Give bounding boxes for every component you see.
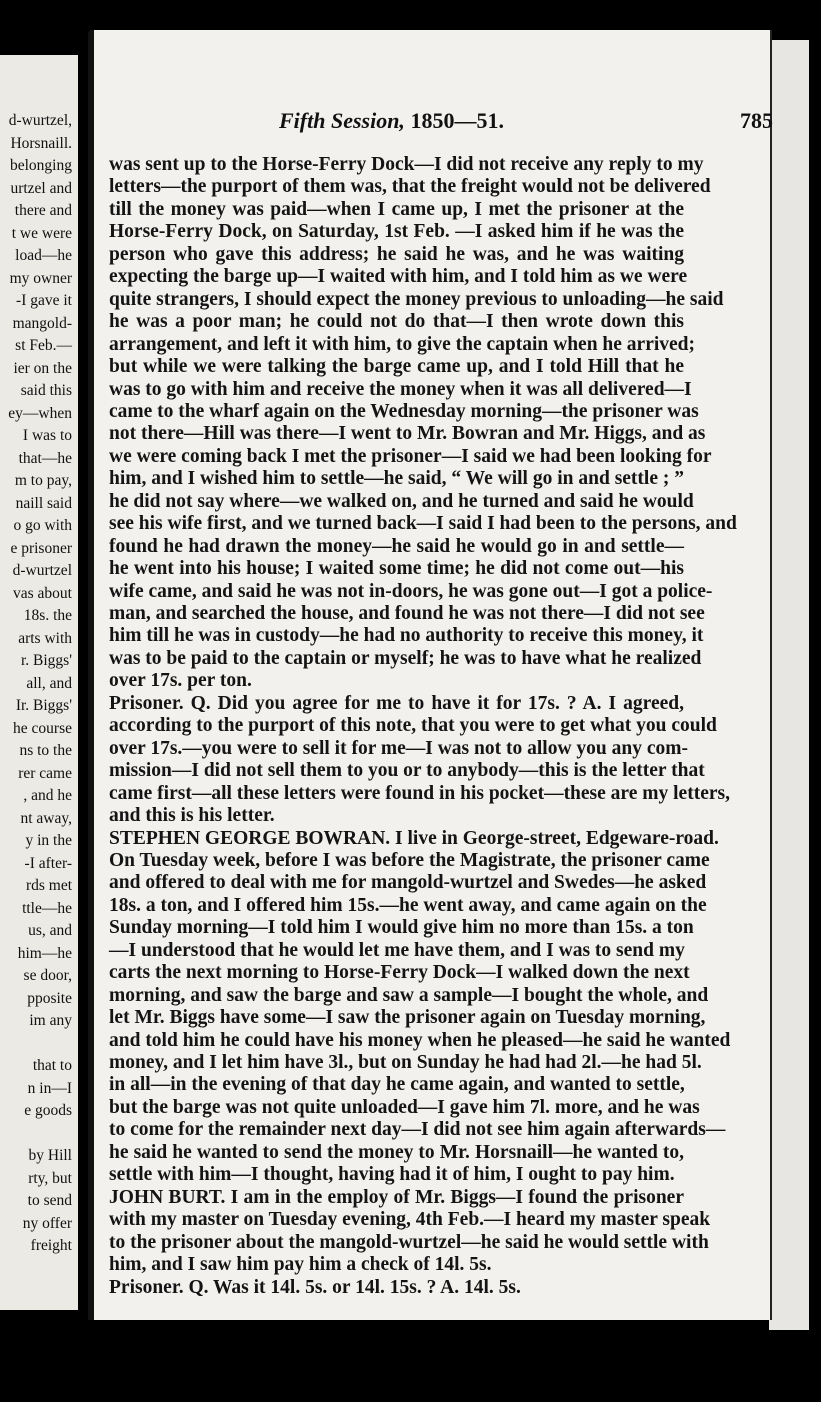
session-title xyxy=(279,108,504,134)
body-text-line: JOHN BURT. I am in the employ of Mr. Biggs—I found the prisoner xyxy=(109,1186,684,1208)
page-number: 785 xyxy=(740,108,773,133)
body-text-line: money, and I let him have 3l., but on Sunday he had had 2l.—he had 5l. xyxy=(109,1052,702,1073)
body-text-line: On Tuesday week, before I was before the Magistrate, the prisoner came xyxy=(109,849,710,871)
body-text-line: carts the next morning to Horse-Ferry Dock—I walked down the next xyxy=(109,962,690,984)
facing-page-line: rer came xyxy=(18,764,72,782)
facing-page-line: o go with xyxy=(13,517,72,534)
facing-page-line: there and xyxy=(14,202,72,219)
facing-page-line: se door, xyxy=(23,967,72,984)
facing-page-line: he course xyxy=(13,719,72,737)
body-text-line: came to the wharf again on the Wednesday morning—the prisoner was xyxy=(109,400,699,422)
body-text-line: he went into his house; I waited some time; he did not come out—his xyxy=(109,558,684,580)
facing-page-line: e goods xyxy=(24,1102,72,1119)
facing-page-line: pposite xyxy=(27,989,72,1007)
running-header xyxy=(94,108,773,138)
facing-page-fragment xyxy=(0,55,78,1310)
session-years: 1850—51. xyxy=(410,108,504,133)
body-text-line: Horse-Ferry Dock, on Saturday, 1st Feb. —I asked him if he was the xyxy=(109,221,684,243)
body-text-line: let Mr. Biggs have some—I saw the prisoner again on Tuesday morning, xyxy=(109,1007,706,1029)
body-text-line: him till he was in custody—he had no authority to receive this money, it xyxy=(109,625,704,647)
body-text-line: expecting the barge up—I waited with him, and I told him as we were xyxy=(109,266,688,288)
body-text-line: was to go with him and receive the money when it was all delivered—I xyxy=(109,378,692,400)
body-text-line: man, and searched the house, and found he was not there—I did not see xyxy=(109,603,705,624)
body-text-line: not there—Hill was there—I went to Mr. Bowran and Mr. Higgs, and as xyxy=(109,423,706,445)
facing-page-line: r. Biggs' xyxy=(20,652,72,669)
facing-page-line: freight xyxy=(30,1237,72,1254)
facing-page-line: d-wurtzel xyxy=(12,562,72,579)
facing-page-line: ttle—he xyxy=(22,899,72,917)
facing-page-line: 18s. the xyxy=(23,607,72,624)
facing-page-line: that to xyxy=(32,1057,72,1074)
facing-page-line: that—he xyxy=(18,449,72,467)
facing-page-line: to send xyxy=(27,1192,72,1209)
body-text-line: —I understood that he would let me have them, and I was to send my xyxy=(109,939,685,961)
body-text-line: with my master on Tuesday evening, 4th Feb.—I heard my master speak xyxy=(109,1209,711,1231)
facing-page-line: st Feb.— xyxy=(15,337,72,354)
body-text-line: him, and I saw him pay him a check of 14l. 5s. xyxy=(109,1254,492,1276)
page-edge xyxy=(766,40,809,1330)
body-text-line: arrangement, and left it with him, to give the captain when he arrived; xyxy=(109,333,696,355)
body-text-line: Prisoner. Q. Was it 14l. 5s. or 14l. 15s. ? A. 14l. 5s. xyxy=(109,1276,521,1298)
facing-page-line: him—he xyxy=(17,944,72,962)
facing-page-line: load—he xyxy=(15,247,72,264)
facing-page-line: Horsnaill. xyxy=(10,134,72,152)
body-text-line: 18s. a ton, and I offered him 15s.—he went away, and came again on the xyxy=(109,894,707,916)
body-text-line: and told him he could have his money when he pleased—he said he wanted xyxy=(109,1029,731,1051)
body-text-line: letters—the purport of them was, that the freight would not be delivered xyxy=(109,176,711,198)
body-text-line: over 17s.—you were to sell it for me—I was not to allow you any com- xyxy=(109,737,688,759)
body-text-line: and this is his letter. xyxy=(109,805,275,827)
facing-page-line: vas about xyxy=(13,584,72,602)
body-text-line: mission—I did not sell them to you or to anybody—this is the letter that xyxy=(109,760,705,782)
body-text-line: he was a poor man; he could not do that—I then wrote down this xyxy=(109,311,684,333)
facing-page-line: I was to xyxy=(22,427,72,444)
body-text-line: settle with him—I thought, having had it of him, I ought to pay him. xyxy=(109,1164,675,1186)
facing-page-line: my owner xyxy=(9,269,72,287)
body-text-line: found he had drawn the money—he said he would go in and settle— xyxy=(109,535,684,557)
facing-page-line: , and he xyxy=(23,787,72,804)
body-text-line: we were coming back I met the prisoner—I said we had been looking for xyxy=(109,445,712,467)
facing-page-line: ns to the xyxy=(19,742,72,759)
body-text-line: he did not say where—we walked on, and he turned and said he would xyxy=(109,490,694,512)
facing-page-line: arts with xyxy=(18,629,72,647)
facing-page-line: ier on the xyxy=(13,359,72,377)
facing-page-line: urtzel and xyxy=(10,179,72,197)
session-name: Fifth Session, xyxy=(279,108,405,133)
body-text-line: STEPHEN GEORGE BOWRAN. I live in George-street, Edgeware-road. xyxy=(109,827,719,849)
body-text-line: person who gave this address; he said he was, and he was waiting xyxy=(109,243,684,265)
body-text-line: he said he wanted to send the money to Mr. Horsnaill—he wanted to, xyxy=(109,1141,684,1163)
book-page xyxy=(88,30,772,1320)
body-text-line: according to the purport of this note, that you were to get what you could xyxy=(109,715,717,737)
facing-page-line: all, and xyxy=(26,674,72,692)
body-text-line: see his wife first, and we turned back—I said I had been to the persons, and xyxy=(109,513,737,535)
body-text-line: Sunday morning—I told him I would give him no more than 15s. a ton xyxy=(109,917,694,939)
facing-page-line: belonging xyxy=(10,157,72,174)
facing-page-line: naill said xyxy=(15,494,72,512)
body-text-line: to the prisoner about the mangold-wurtzel—he said he would settle with xyxy=(109,1231,709,1253)
facing-page-line: us, and xyxy=(28,922,72,939)
facing-page-line: d-wurtzel, xyxy=(8,112,72,129)
body-text-line: over 17s. per ton. xyxy=(109,670,252,692)
facing-page-line: n in—I xyxy=(27,1079,72,1097)
facing-page-line: rds met xyxy=(25,877,72,894)
body-text-line: Prisoner. Q. Did you agree for me to have it for 17s. ? A. I agreed, xyxy=(109,692,684,714)
body-text-line: to come for the remainder next day—I did not see him again afterwards— xyxy=(109,1119,726,1141)
facing-page-line: -I gave it xyxy=(16,292,72,309)
facing-page-line: ey—when xyxy=(8,404,72,422)
body-text-line: wife came, and said he was not in-doors, he was gone out—I got a police- xyxy=(109,580,713,602)
facing-page-line: nt away, xyxy=(20,809,72,827)
body-text-line: quite strangers, I should expect the money previous to unloading—he said xyxy=(109,288,724,310)
body-text-line: morning, and saw the barge and saw a sample—I bought the whole, and xyxy=(109,984,709,1006)
body-text-line: but the barge was not quite unloaded—I gave him 7l. more, and he was xyxy=(109,1096,700,1118)
body-text-line: came first—all these letters were found in his pocket—these are my letters, xyxy=(109,782,730,804)
facing-page-line: said this xyxy=(20,382,72,399)
facing-page-line: by Hill xyxy=(28,1147,72,1164)
facing-page-line: mangold- xyxy=(12,314,72,332)
body-text-line: was sent up to the Horse-Ferry Dock—I did not receive any reply to my xyxy=(109,154,704,175)
body-text-line: and offered to deal with me for mangold-wurtzel and Swedes—he asked xyxy=(109,872,707,894)
facing-page-line: y in the xyxy=(25,832,72,849)
facing-page-line: im any xyxy=(29,1012,72,1029)
facing-page-line: m to pay, xyxy=(14,472,72,489)
facing-page-line: -I after- xyxy=(24,854,72,872)
body-text-line: him, and I wished him to settle—he said, “ We will go in and settle ; ” xyxy=(109,468,684,490)
body-text-line: was to be paid to the captain or myself; he was to have what he realized xyxy=(109,647,702,669)
facing-page-line: t we were xyxy=(11,224,72,242)
body-text-line: till the money was paid—when I came up, I met the prisoner at the xyxy=(109,198,684,220)
facing-page-line: ny offer xyxy=(22,1214,72,1232)
body-text-line: but while we were talking the barge came up, and I told Hill that he xyxy=(109,356,684,378)
facing-page-line: e prisoner xyxy=(10,539,72,557)
body-text-line: in all—in the evening of that day he came again, and wanted to settle, xyxy=(109,1074,685,1096)
facing-page-line: Ir. Biggs' xyxy=(15,697,72,714)
facing-page-line: rty, but xyxy=(28,1169,72,1187)
